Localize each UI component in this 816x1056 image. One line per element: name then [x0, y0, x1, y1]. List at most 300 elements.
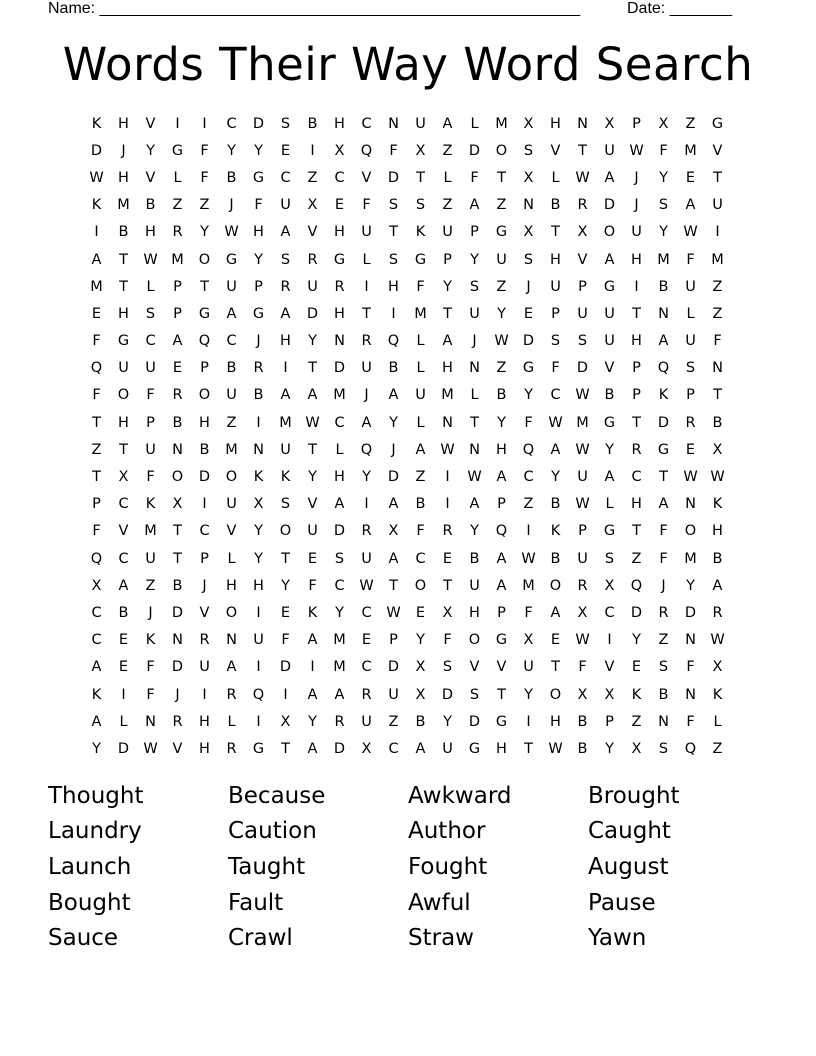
grid-letter: H [550, 115, 561, 132]
grid-letter: Y [470, 523, 479, 540]
grid-letter: U [307, 523, 318, 540]
grid-letter: U [604, 333, 615, 350]
grid-letter: W [143, 740, 158, 757]
grid-letter: G [495, 632, 508, 649]
grid-letter: T [389, 224, 398, 241]
grid-letter: J [634, 197, 639, 214]
grid-letter: O [684, 523, 697, 540]
grid-letter: L [173, 169, 182, 186]
grid-letter: A [658, 333, 669, 350]
grid-letter: F [551, 360, 560, 377]
grid-letter: R [172, 387, 183, 404]
grid-letter: P [173, 278, 182, 295]
grid-letter: Z [442, 142, 453, 159]
grid-letter: X [523, 115, 534, 132]
grid-letter: I [202, 115, 207, 132]
grid-letter: J [175, 686, 180, 703]
date-field-label: Date: _______ [627, 0, 732, 17]
grid-letter: J [634, 169, 639, 186]
grid-letter: X [172, 496, 183, 513]
grid-letter: A [685, 197, 696, 214]
grid-letter: J [202, 577, 207, 594]
grid-letter: F [308, 577, 317, 594]
grid-letter: T [470, 414, 479, 431]
grid-letter: U [361, 713, 372, 730]
grid-letter: Q [657, 360, 670, 377]
grid-letter: M [279, 414, 292, 431]
grid-letter: Y [335, 604, 344, 621]
grid-letter: E [685, 441, 696, 458]
grid-letter: Q [198, 333, 211, 350]
grid-letter: V [307, 496, 318, 513]
grid-letter: U [631, 224, 642, 241]
grid-letter: T [389, 577, 398, 594]
grid-letter: Q [684, 740, 697, 757]
grid-letter: R [361, 686, 372, 703]
grid-letter: Y [497, 414, 506, 431]
grid-letter: D [387, 659, 400, 676]
grid-letter: X [334, 142, 345, 159]
page-title: Words Their Way Word Search [62, 38, 754, 91]
grid-letter: G [657, 441, 670, 458]
name-field-label: Name: ______________________________________________________ [48, 0, 581, 17]
grid-letter: H [199, 414, 210, 431]
grid-letter: R [577, 197, 588, 214]
grid-letter: D [441, 686, 454, 703]
grid-letter: D [333, 523, 346, 540]
grid-letter: L [686, 305, 695, 322]
grid-letter: V [172, 740, 183, 757]
grid-letter: L [713, 713, 722, 730]
grid-letter: E [280, 142, 291, 159]
grid-letter: F [146, 659, 155, 676]
grid-letter: X [712, 441, 723, 458]
grid-letter: G [414, 251, 427, 268]
grid-letter: A [496, 550, 507, 567]
grid-letter: O [549, 686, 562, 703]
grid-letter: H [199, 740, 210, 757]
grid-letter: I [445, 496, 450, 513]
grid-letter: D [387, 169, 400, 186]
grid-letter: X [253, 496, 264, 513]
grid-letter: Z [685, 115, 696, 132]
grid-letter: F [281, 632, 290, 649]
grid-letter: T [200, 278, 209, 295]
grid-letter: T [416, 169, 425, 186]
grid-letter: N [712, 360, 723, 377]
grid-letter: A [712, 577, 723, 594]
grid-letter: Z [631, 550, 642, 567]
grid-letter: P [146, 414, 155, 431]
grid-letter: M [225, 441, 238, 458]
grid-letter: A [550, 441, 561, 458]
grid-letter: C [361, 115, 372, 132]
grid-letter: F [416, 278, 425, 295]
grid-letter: S [523, 251, 534, 268]
grid-letter: X [712, 659, 723, 676]
grid-letter: B [550, 550, 561, 567]
grid-letter: Z [631, 713, 642, 730]
grid-letter: U [550, 278, 561, 295]
grid-letter: T [281, 550, 290, 567]
grid-letter: D [198, 469, 211, 486]
grid-letter: A [118, 577, 129, 594]
grid-letter: I [310, 659, 315, 676]
grid-letter: Y [686, 577, 695, 594]
grid-letter: C [388, 740, 399, 757]
grid-letter: Q [360, 142, 373, 159]
grid-letter: A [172, 333, 183, 350]
grid-letter: P [632, 360, 641, 377]
grid-letter: L [227, 550, 236, 567]
grid-letter: H [631, 496, 642, 513]
grid-letter: V [145, 169, 156, 186]
grid-letter: I [256, 713, 261, 730]
grid-letter: B [253, 387, 264, 404]
grid-letter: M [90, 278, 103, 295]
grid-letter: M [657, 251, 670, 268]
grid-letter: W [548, 414, 563, 431]
grid-letter: X [361, 740, 372, 757]
grid-letter: J [229, 197, 234, 214]
grid-letter: G [252, 740, 265, 757]
grid-letter: C [550, 387, 561, 404]
grid-letter: V [145, 115, 156, 132]
grid-letter: K [280, 469, 291, 486]
grid-letter: O [495, 142, 508, 159]
grid-letter: L [119, 713, 128, 730]
grid-letter: U [253, 632, 264, 649]
grid-letter: U [280, 197, 291, 214]
grid-letter: P [632, 115, 641, 132]
grid-letter: D [252, 115, 265, 132]
grid-letter: O [171, 469, 184, 486]
grid-letter: I [634, 278, 639, 295]
grid-letter: D [171, 659, 184, 676]
grid-letter: F [200, 169, 209, 186]
grid-letter: S [469, 686, 480, 703]
grid-letter: U [280, 441, 291, 458]
letter-grid [83, 110, 731, 763]
grid-letter: F [146, 469, 155, 486]
grid-letter: R [307, 251, 318, 268]
grid-letter: S [334, 550, 345, 567]
grid-letter: U [415, 387, 426, 404]
grid-letter: X [604, 686, 615, 703]
grid-letter: S [280, 496, 291, 513]
grid-letter: U [361, 224, 372, 241]
grid-letter: M [495, 115, 508, 132]
grid-letter: L [362, 251, 371, 268]
grid-letter: Y [308, 333, 317, 350]
grid-letter: T [632, 523, 641, 540]
grid-letter: H [118, 169, 129, 186]
grid-letter: D [603, 197, 616, 214]
grid-letter: A [469, 496, 480, 513]
grid-letter: O [603, 224, 616, 241]
grid-letter: Y [92, 740, 101, 757]
grid-letter: U [577, 305, 588, 322]
grid-letter: Y [470, 251, 479, 268]
grid-letter: Y [254, 142, 263, 159]
grid-letter: T [632, 414, 641, 431]
grid-letter: U [145, 550, 156, 567]
grid-letter: W [305, 414, 320, 431]
grid-letter: L [227, 713, 236, 730]
grid-letter: Y [200, 224, 209, 241]
grid-letter: Z [226, 414, 237, 431]
grid-letter: Z [91, 441, 102, 458]
grid-letter: D [171, 604, 184, 621]
grid-letter: Z [523, 496, 534, 513]
grid-letter: D [333, 740, 346, 757]
grid-letter: U [442, 740, 453, 757]
grid-letter: R [685, 414, 696, 431]
grid-letter: M [711, 251, 724, 268]
grid-letter: B [604, 387, 615, 404]
grid-letter: K [631, 686, 642, 703]
grid-letter: U [442, 224, 453, 241]
grid-letter: M [333, 387, 346, 404]
grid-letter: S [388, 251, 399, 268]
grid-letter: A [550, 604, 561, 621]
grid-letter: H [631, 333, 642, 350]
grid-letter: K [712, 686, 723, 703]
grid-letter: G [522, 360, 535, 377]
grid-letter: W [143, 251, 158, 268]
grid-letter: E [118, 632, 129, 649]
grid-letter: N [145, 713, 156, 730]
grid-letter: U [199, 659, 210, 676]
grid-letter: K [712, 496, 723, 513]
grid-letter: J [661, 577, 666, 594]
grid-letter: G [171, 142, 184, 159]
grid-letter: I [715, 224, 720, 241]
grid-letter: W [521, 550, 536, 567]
grid-letter: P [389, 632, 398, 649]
grid-letter: A [415, 740, 426, 757]
grid-letter: K [91, 115, 102, 132]
grid-letter: X [523, 224, 534, 241]
word-bank-item: Author [408, 818, 486, 845]
grid-letter: G [603, 523, 616, 540]
grid-letter: C [334, 577, 345, 594]
grid-letter: W [629, 142, 644, 159]
grid-letter: J [526, 278, 531, 295]
grid-letter: H [118, 115, 129, 132]
grid-letter: B [712, 550, 723, 567]
grid-letter: T [578, 142, 587, 159]
grid-letter: H [118, 414, 129, 431]
grid-letter: H [145, 224, 156, 241]
grid-letter: Z [172, 197, 183, 214]
grid-letter: U [469, 577, 480, 594]
grid-letter: K [658, 387, 669, 404]
grid-letter: H [253, 224, 264, 241]
word-bank-item: Because [228, 782, 326, 809]
grid-letter: S [415, 197, 426, 214]
grid-letter: A [334, 686, 345, 703]
grid-letter: W [710, 632, 725, 649]
grid-letter: P [173, 305, 182, 322]
grid-letter: W [548, 740, 563, 757]
grid-letter: I [202, 686, 207, 703]
grid-letter: R [334, 713, 345, 730]
grid-letter: A [388, 387, 399, 404]
grid-letter: F [713, 333, 722, 350]
grid-letter: H [442, 360, 453, 377]
grid-letter: B [469, 550, 480, 567]
grid-letter: T [497, 686, 506, 703]
grid-letter: U [604, 142, 615, 159]
grid-letter: Q [495, 523, 508, 540]
grid-letter: M [684, 550, 697, 567]
grid-letter: L [335, 441, 344, 458]
grid-letter: C [415, 550, 426, 567]
grid-letter: M [117, 197, 130, 214]
grid-letter: I [526, 523, 531, 540]
grid-letter: N [685, 496, 696, 513]
grid-letter: Y [389, 414, 398, 431]
grid-letter: T [119, 251, 128, 268]
grid-letter: M [684, 142, 697, 159]
grid-letter: K [91, 686, 102, 703]
grid-letter: Y [605, 441, 614, 458]
grid-letter: V [712, 142, 723, 159]
grid-letter: R [361, 333, 372, 350]
word-bank-item: Thought [48, 782, 144, 809]
grid-letter: K [145, 632, 156, 649]
grid-letter: P [686, 387, 695, 404]
grid-letter: Y [524, 686, 533, 703]
grid-letter: X [280, 713, 291, 730]
grid-letter: X [604, 115, 615, 132]
grid-letter: U [145, 360, 156, 377]
grid-letter: L [551, 169, 560, 186]
grid-letter: S [280, 251, 291, 268]
grid-letter: A [604, 469, 615, 486]
grid-letter: S [145, 305, 156, 322]
grid-letter: A [415, 441, 426, 458]
grid-letter: A [442, 115, 453, 132]
grid-letter: I [94, 224, 99, 241]
grid-letter: T [551, 224, 560, 241]
grid-letter: X [307, 197, 318, 214]
grid-letter: Z [712, 305, 723, 322]
grid-letter: O [225, 604, 238, 621]
grid-letter: L [605, 496, 614, 513]
grid-letter: F [659, 550, 668, 567]
grid-letter: Z [199, 197, 210, 214]
grid-letter: N [442, 414, 453, 431]
word-bank-item: Straw [408, 925, 474, 952]
grid-letter: A [442, 333, 453, 350]
grid-letter: W [575, 632, 590, 649]
grid-letter: Y [632, 632, 641, 649]
grid-letter: C [226, 115, 237, 132]
grid-letter: D [333, 360, 346, 377]
grid-letter: B [145, 197, 156, 214]
grid-letter: U [523, 659, 534, 676]
grid-letter: N [226, 632, 237, 649]
grid-letter: M [171, 251, 184, 268]
grid-letter: H [334, 305, 345, 322]
grid-letter: P [470, 224, 479, 241]
grid-letter: C [91, 632, 102, 649]
grid-letter: Z [658, 632, 669, 649]
grid-letter: I [175, 115, 180, 132]
grid-letter: Q [630, 577, 643, 594]
grid-letter: H [388, 278, 399, 295]
grid-letter: F [524, 414, 533, 431]
grid-letter: F [254, 197, 263, 214]
grid-letter: U [307, 278, 318, 295]
grid-letter: X [523, 169, 534, 186]
grid-letter: A [280, 305, 291, 322]
grid-letter: W [575, 496, 590, 513]
grid-letter: C [361, 604, 372, 621]
grid-letter: C [280, 169, 291, 186]
grid-letter: G [711, 115, 724, 132]
grid-letter: C [199, 523, 210, 540]
grid-letter: I [607, 632, 612, 649]
grid-letter: D [468, 713, 481, 730]
grid-letter: N [172, 632, 183, 649]
grid-letter: A [91, 251, 102, 268]
grid-letter: D [522, 333, 535, 350]
grid-letter: L [416, 333, 425, 350]
grid-letter: U [577, 469, 588, 486]
grid-letter: R [631, 441, 642, 458]
grid-letter: W [467, 469, 482, 486]
grid-letter: A [91, 713, 102, 730]
grid-letter: R [361, 523, 372, 540]
grid-letter: A [604, 169, 615, 186]
grid-letter: K [253, 469, 264, 486]
grid-letter: O [117, 387, 130, 404]
word-bank-item: Awkward [408, 782, 512, 809]
grid-letter: D [630, 604, 643, 621]
grid-letter: V [118, 523, 129, 540]
grid-letter: X [631, 740, 642, 757]
grid-letter: W [89, 169, 104, 186]
grid-letter: U [388, 686, 399, 703]
grid-letter: E [172, 360, 183, 377]
grid-letter: Z [415, 469, 426, 486]
grid-letter: Y [146, 142, 155, 159]
grid-letter: F [686, 659, 695, 676]
grid-letter: E [523, 305, 534, 322]
grid-letter: L [443, 169, 452, 186]
grid-letter: C [523, 469, 534, 486]
grid-letter: J [472, 333, 477, 350]
grid-letter: D [684, 604, 697, 621]
grid-letter: T [308, 441, 317, 458]
grid-letter: X [658, 115, 669, 132]
grid-letter: U [361, 360, 372, 377]
grid-letter: X [442, 604, 453, 621]
grid-letter: R [253, 360, 264, 377]
grid-letter: P [254, 278, 263, 295]
grid-letter: A [307, 740, 318, 757]
grid-letter: I [445, 469, 450, 486]
grid-letter: Y [308, 469, 317, 486]
grid-letter: H [226, 577, 237, 594]
grid-letter: R [226, 686, 237, 703]
grid-letter: Y [443, 713, 452, 730]
grid-letter: B [496, 387, 507, 404]
word-bank-item: Crawl [228, 925, 293, 952]
